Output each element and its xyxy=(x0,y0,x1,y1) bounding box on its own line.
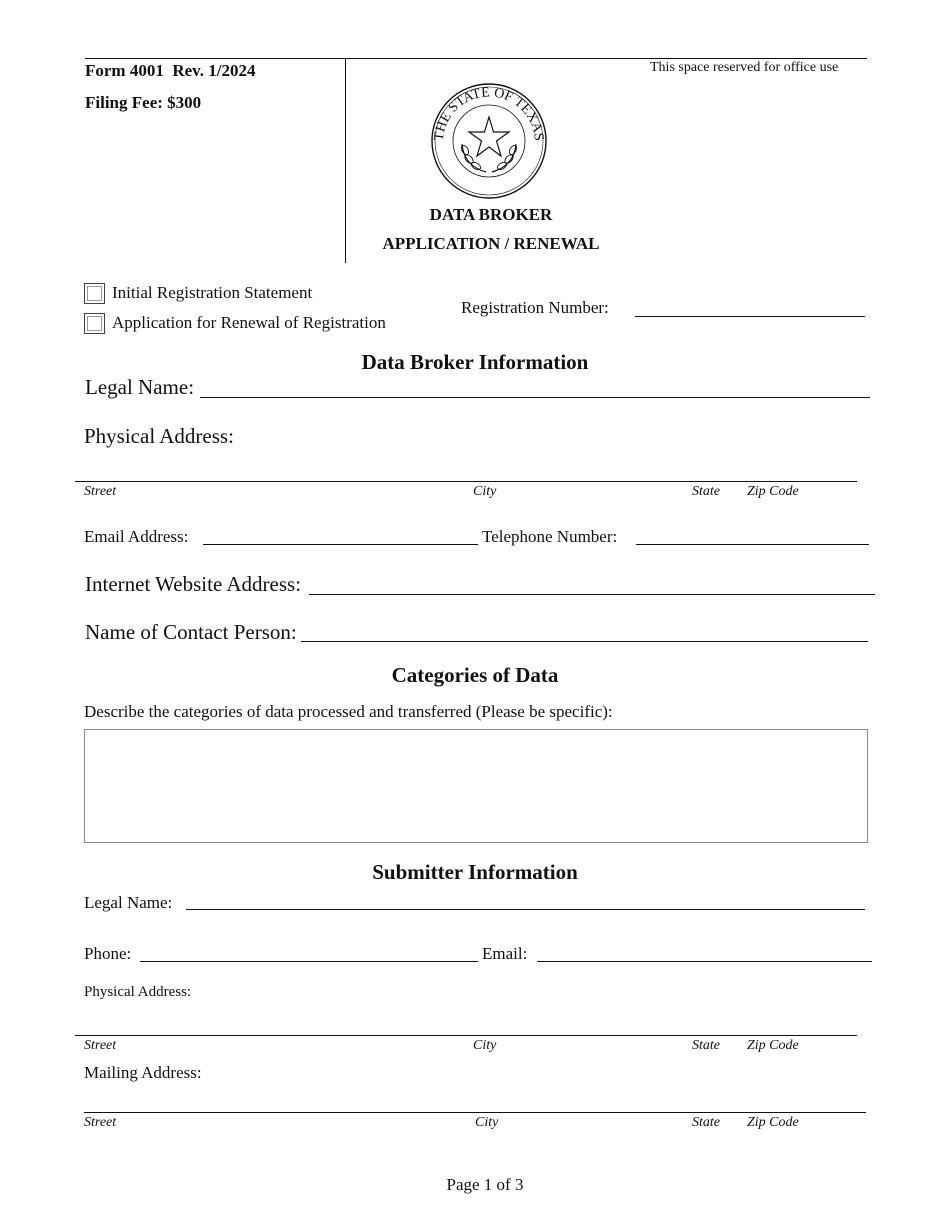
submitter-phys-city: City xyxy=(473,1038,497,1053)
registration-number-field[interactable] xyxy=(635,316,865,317)
submitter-legal-name-field[interactable] xyxy=(186,909,865,910)
page-number: Page 1 of 3 xyxy=(446,1175,524,1194)
form-title-line1: DATA BROKER xyxy=(429,205,553,224)
broker-legal-name-field[interactable] xyxy=(200,397,870,398)
renewal-checkbox[interactable] xyxy=(84,313,105,334)
initial-registration-label: Initial Registration Statement xyxy=(112,283,313,302)
seal-text: THE STATE OF TEXAS xyxy=(431,85,547,142)
svg-text:THE STATE OF TEXAS xyxy=(432,85,546,141)
submitter-email-field[interactable] xyxy=(537,961,872,962)
broker-email-label: Email Address: xyxy=(84,527,189,546)
submitter-email-label: Email: xyxy=(482,944,528,963)
submitter-physical-address-label: Physical Address: xyxy=(84,984,192,1000)
broker-legal-name-label: Legal Name: xyxy=(85,375,195,399)
submitter-legal-name-label: Legal Name: xyxy=(84,893,173,912)
broker-addr-city: City xyxy=(473,484,497,499)
broker-telephone-field[interactable] xyxy=(636,544,869,545)
categories-section-title: Categories of Data xyxy=(391,663,559,687)
broker-email-field[interactable] xyxy=(203,544,478,545)
texas-seal xyxy=(430,82,548,200)
header-divider xyxy=(345,58,346,263)
form-number: Form 4001 Rev. 1/2024 xyxy=(85,61,256,80)
broker-website-label: Internet Website Address: xyxy=(85,572,302,596)
broker-contact-label: Name of Contact Person: xyxy=(85,620,297,644)
broker-telephone-label: Telephone Number: xyxy=(482,527,618,546)
broker-website-field[interactable] xyxy=(309,594,875,595)
broker-physical-address-field[interactable] xyxy=(75,481,857,482)
broker-contact-field[interactable] xyxy=(301,641,868,642)
registration-number-label: Registration Number: xyxy=(461,298,609,317)
submitter-mail-city: City xyxy=(475,1115,499,1130)
filing-fee: Filing Fee: $300 xyxy=(85,93,202,112)
categories-textbox[interactable] xyxy=(84,729,868,843)
broker-addr-street: Street xyxy=(84,484,117,499)
submitter-phys-state: State xyxy=(692,1038,720,1053)
submitter-phone-label: Phone: xyxy=(84,944,132,963)
broker-section-title: Data Broker Information xyxy=(361,350,589,374)
submitter-mailing-address-label: Mailing Address: xyxy=(84,1063,202,1082)
categories-prompt: Describe the categories of data processed and transferred (Please be specific): xyxy=(84,702,613,721)
broker-addr-zip: Zip Code xyxy=(747,484,799,499)
broker-physical-address-label: Physical Address: xyxy=(84,424,234,448)
submitter-mail-street: Street xyxy=(84,1115,117,1130)
form-title-line2: APPLICATION / RENEWAL xyxy=(382,234,600,253)
submitter-mail-zip: Zip Code xyxy=(747,1115,799,1130)
broker-addr-state: State xyxy=(692,484,720,499)
initial-registration-checkbox[interactable] xyxy=(84,283,105,304)
submitter-phone-field[interactable] xyxy=(140,961,478,962)
submitter-physical-address-field[interactable] xyxy=(75,1035,857,1036)
renewal-label: Application for Renewal of Registration xyxy=(112,313,386,332)
submitter-mailing-address-field[interactable] xyxy=(84,1112,866,1113)
header-top-rule xyxy=(85,58,867,59)
submitter-section-title: Submitter Information xyxy=(372,860,578,884)
submitter-mail-state: State xyxy=(692,1115,720,1130)
submitter-phys-street: Street xyxy=(84,1038,117,1053)
submitter-phys-zip: Zip Code xyxy=(747,1038,799,1053)
office-use-note: This space reserved for office use xyxy=(650,60,839,75)
